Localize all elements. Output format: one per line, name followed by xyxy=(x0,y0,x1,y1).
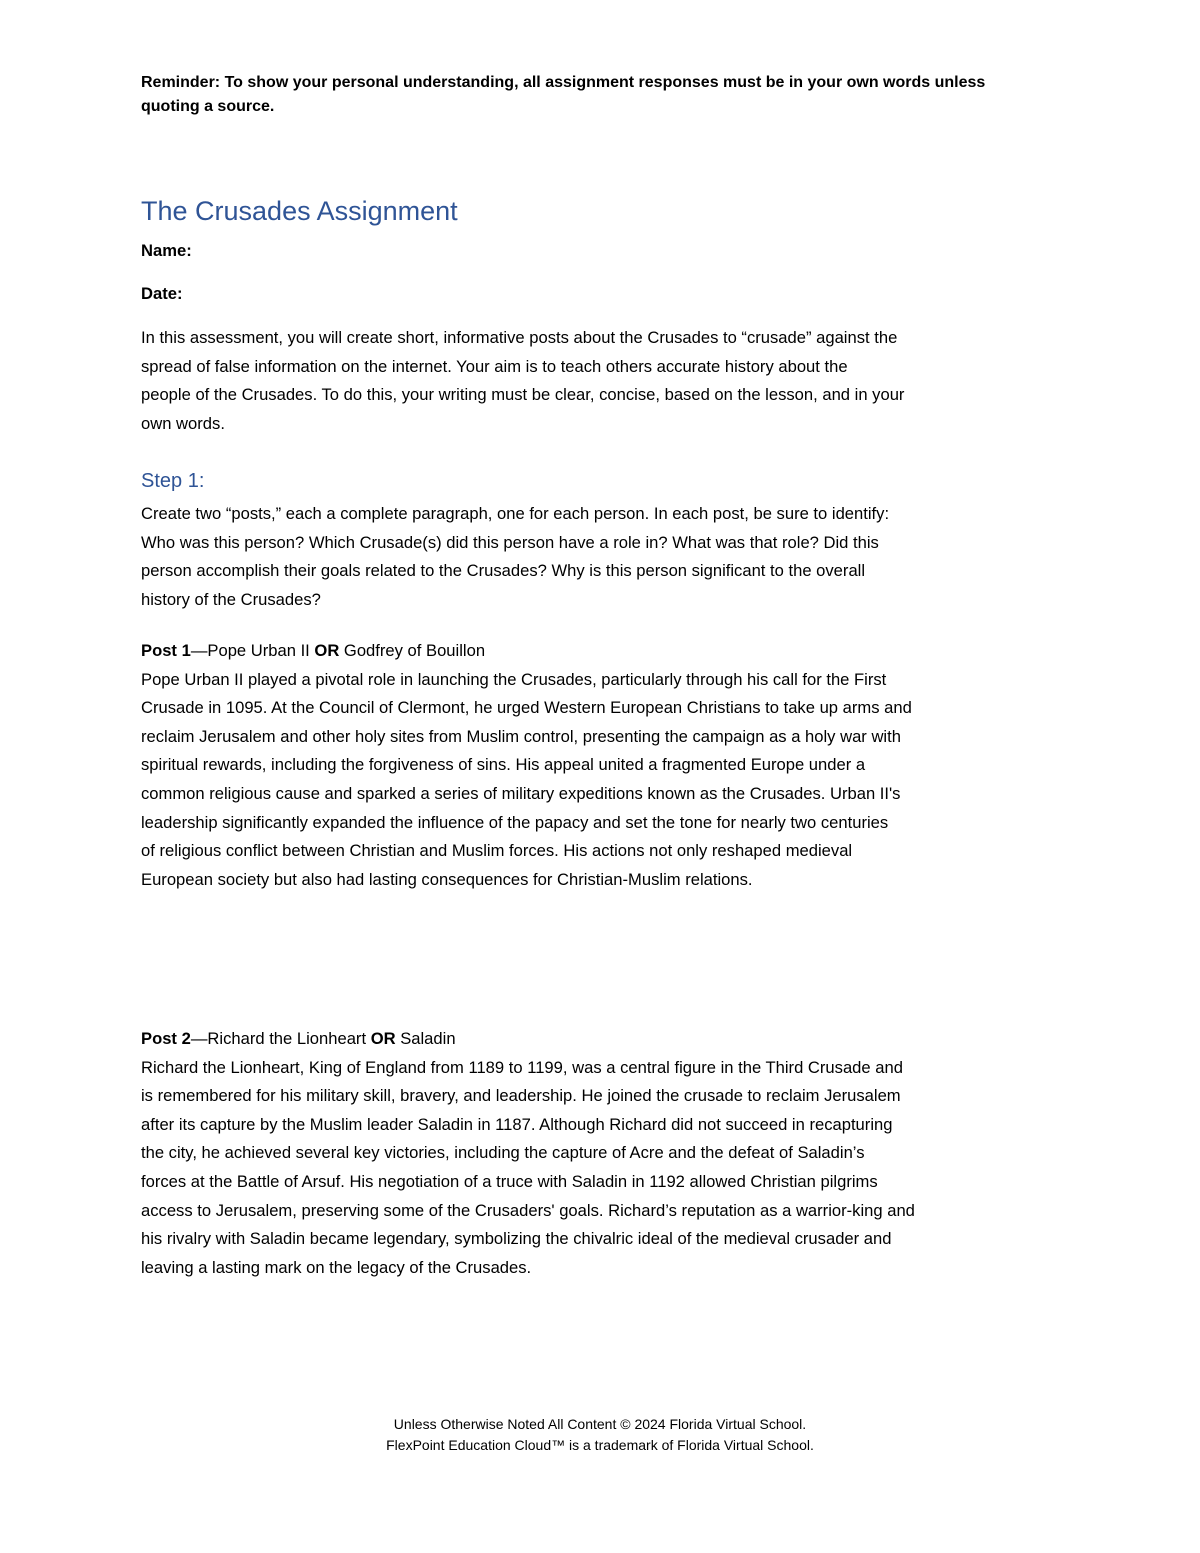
post1-or: OR xyxy=(314,641,340,660)
post1-heading xyxy=(141,637,1081,666)
reminder xyxy=(141,71,1081,119)
reminder-line: Reminder: To show your personal understanding, all assignment responses must be in your own words unless xyxy=(141,74,986,91)
post1-label: Post 1 xyxy=(141,641,191,660)
post2-line: forces at the Battle of Arsuf. His negotiation of a truce with Saladin in 1192 allowed Christian pilgrims xyxy=(141,1171,878,1191)
intro-line: spread of false information on the internet. Your aim is to teach others accurate history about the xyxy=(141,356,848,376)
post1-line: of religious conflict between Christian and Muslim forces. His actions not only reshaped medieval xyxy=(141,841,853,861)
post2-option-b: Saladin xyxy=(395,1029,456,1048)
intro-paragraph xyxy=(141,324,1081,438)
page-title: The Crusades Assignment xyxy=(141,196,458,226)
intro-line: In this assessment, you will create short, informative posts about the Crusades to “crusade” against the xyxy=(141,328,898,347)
footer-copyright: Unless Otherwise Noted All Content © 2024 Florida Virtual School. xyxy=(393,1416,807,1432)
step1-line: person accomplish their goals related to the Crusades? Why is this person significant to the overall xyxy=(141,561,866,581)
post2-line: access to Jerusalem, preserving some of the Crusaders' goals. Richard’s reputation as a warrior-king and xyxy=(141,1200,915,1220)
post2-line: is remembered for his military skill, bravery, and leadership. He joined the crusade to reclaim Jerusalem xyxy=(141,1086,901,1106)
date-label: Date: xyxy=(141,284,183,303)
post1 xyxy=(141,637,1081,894)
post1-option-a: —Pope Urban II xyxy=(190,641,315,660)
post1-line: leadership significantly expanded the influence of the papacy and set the tone for nearly two centuries xyxy=(141,812,889,832)
step1-instructions xyxy=(141,500,1081,614)
step1-line: Create two “posts,” each a complete paragraph, one for each person. In each post, be sure to identify: xyxy=(141,504,890,523)
post2-label: Post 2 xyxy=(141,1029,191,1048)
post2-or: OR xyxy=(370,1029,396,1048)
footer-trademark: FlexPoint Education Cloud™ is a trademark of Florida Virtual School. xyxy=(386,1437,814,1453)
step1-line: Who was this person? Which Crusade(s) did this person have a role in? What was that role? Did this xyxy=(141,532,879,552)
post2-line: the city, he achieved several key victories, including the capture of Acre and the defeat of Saladin’s xyxy=(141,1143,865,1163)
step1-heading: Step 1: xyxy=(141,470,205,492)
post2-line: his rivalry with Saladin became legendary, symbolizing the chivalric ideal of the medieval crusader and xyxy=(141,1229,892,1249)
post2-line: leaving a lasting mark on the legacy of the Crusades. xyxy=(141,1257,532,1277)
intro-line: own words. xyxy=(141,413,225,433)
step1-line: history of the Crusades? xyxy=(141,589,321,609)
post1-option-b: Godfrey of Bouillon xyxy=(339,641,486,660)
name-label: Name: xyxy=(141,241,192,260)
intro-line: people of the Crusades. To do this, your writing must be clear, concise, based on the lesson, and in your xyxy=(141,385,905,405)
footer xyxy=(0,1414,1200,1456)
post2-line: after its capture by the Muslim leader Saladin in 1187. Although Richard did not succeed in recapturing xyxy=(141,1114,893,1134)
post2-option-a: —Richard the Lionheart xyxy=(190,1029,371,1048)
post1-line: European society but also had lasting consequences for Christian-Muslim relations. xyxy=(141,869,753,889)
post2-line: Richard the Lionheart, King of England from 1189 to 1199, was a central figure in the Third Crusade and xyxy=(141,1057,903,1077)
post1-line: reclaim Jerusalem and other holy sites from Muslim control, presenting the campaign as a holy war with xyxy=(141,726,901,746)
post2 xyxy=(141,1025,1081,1282)
post1-line: spiritual rewards, including the forgiveness of sins. His appeal united a fragmented Europe under a xyxy=(141,755,866,775)
post1-line: Crusade in 1095. At the Council of Clermont, he urged Western European Christians to take up arms and xyxy=(141,698,912,718)
post1-line: common religious cause and sparked a series of military expeditions known as the Crusades. Urban II's xyxy=(141,783,901,803)
post1-line: Pope Urban II played a pivotal role in launching the Crusades, particularly through his call for the First xyxy=(141,669,887,689)
post2-heading xyxy=(141,1025,1081,1054)
reminder-line: quoting a source. xyxy=(141,98,275,115)
